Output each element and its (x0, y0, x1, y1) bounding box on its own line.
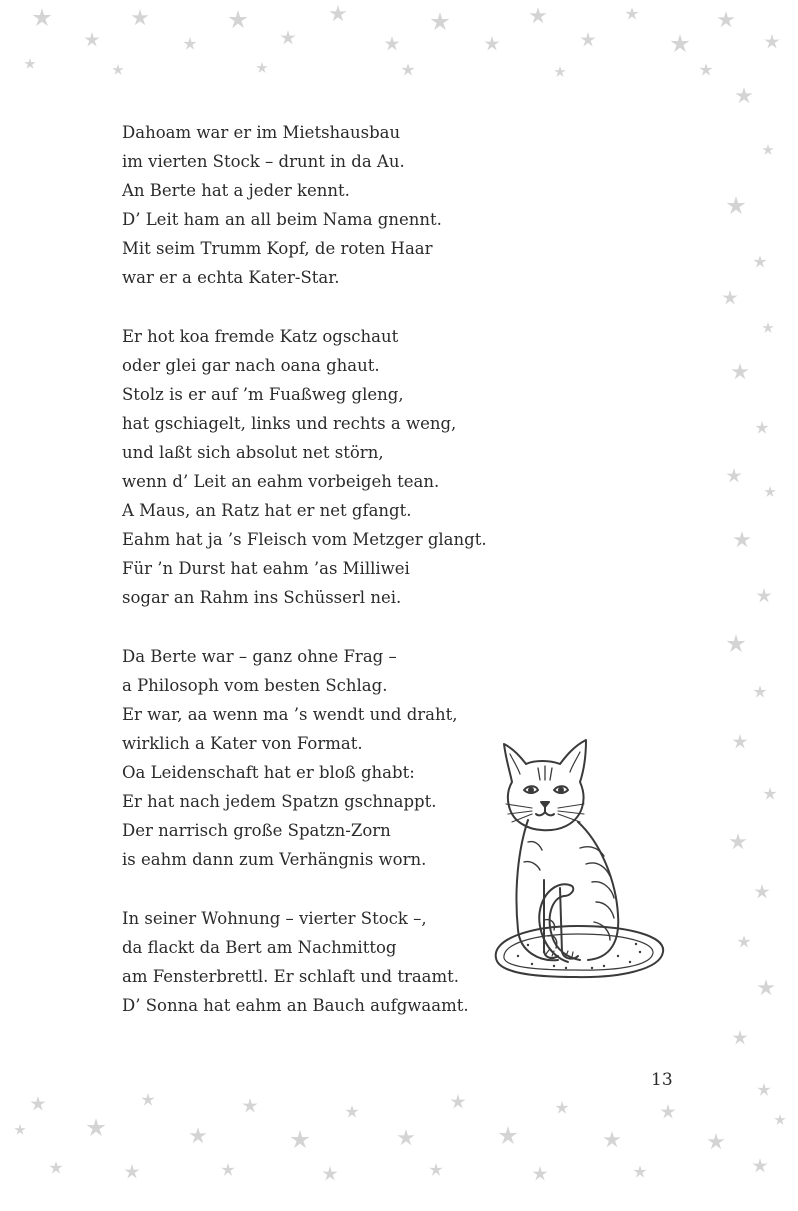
star-icon (291, 1130, 310, 1148)
poem-line: Stolz is er auf ’m Fuaßweg gleng, (122, 385, 404, 404)
star-icon (633, 1165, 646, 1178)
poem-line: Er hot koa fremde Katz ogschaut (122, 327, 399, 346)
poem-line: wirklich a Kater von Format. (122, 734, 363, 753)
star-icon (499, 1126, 518, 1144)
star-icon (49, 1161, 62, 1174)
star-icon (727, 196, 746, 214)
star-icon (603, 1131, 620, 1147)
poem-line: D’ Leit ham an all beim Nama gnennt. (122, 210, 442, 229)
star-icon (726, 468, 741, 483)
star-icon (397, 1129, 414, 1145)
star-icon (732, 734, 747, 749)
star-icon (757, 979, 774, 995)
poem-line: D’ Sonna hat eahm an Bauch aufgwaamt. (122, 996, 469, 1015)
poem-line: Er war, aa wenn ma ’s wendt und draht, (122, 705, 458, 724)
star-icon (14, 1124, 25, 1135)
star-icon (401, 63, 414, 76)
star-icon (733, 531, 750, 547)
star-icon (753, 255, 766, 268)
star-icon (554, 66, 565, 77)
star-icon (762, 144, 773, 155)
poem-line: war er a echta Kater-Star. (122, 268, 340, 287)
stanza (122, 322, 502, 612)
star-icon (707, 1133, 724, 1149)
star-icon (242, 1098, 257, 1113)
star-icon (30, 1096, 45, 1111)
star-icon (322, 1166, 337, 1181)
poem-line: Er hat nach jedem Spatzn gschnappt. (122, 792, 437, 811)
star-icon (717, 11, 734, 27)
star-icon (764, 486, 775, 497)
star-icon (112, 64, 123, 75)
poem-line: Für ’n Durst hat eahm ’as Milliwei (122, 559, 410, 578)
star-icon (722, 290, 737, 305)
page-number: 13 (651, 1070, 673, 1090)
poem-line: am Fensterbrettl. Er schlaft und traamt. (122, 967, 460, 986)
star-icon (729, 833, 746, 849)
poem (122, 118, 502, 1050)
star-icon (429, 1163, 442, 1176)
star-icon (189, 1127, 206, 1143)
star-icon (183, 37, 196, 50)
star-icon (384, 36, 399, 51)
star-icon (763, 787, 776, 800)
star-icon (131, 9, 148, 25)
star-icon (280, 30, 295, 45)
star-icon (671, 34, 690, 52)
star-icon (752, 1158, 767, 1173)
poem-line: A Maus, an Ratz hat er net gfangt. (122, 501, 412, 520)
poem-line: da flackt da Bert am Nachmittog (122, 938, 397, 957)
poem-line: wenn d’ Leit an eahm vorbeigeh tean. (122, 472, 440, 491)
star-icon (774, 1114, 785, 1125)
star-icon (256, 62, 267, 73)
star-icon (699, 63, 712, 76)
star-icon (484, 36, 499, 51)
poem-line: is eahm dann zum Verhängnis worn. (122, 850, 427, 869)
star-icon (33, 8, 52, 26)
star-icon (754, 884, 769, 899)
cat-illustration-icon (488, 730, 668, 992)
star-icon (345, 1105, 358, 1118)
stanza (122, 904, 502, 1020)
star-icon (229, 10, 248, 28)
star-icon (727, 634, 746, 652)
star-icon (660, 1104, 675, 1119)
star-icon (731, 363, 748, 379)
star-icon (755, 421, 768, 434)
star-icon (764, 34, 779, 49)
poem-line: An Berte hat a jeder kennt. (122, 181, 350, 200)
poem-line: Der narrisch große Spatzn-Zorn (122, 821, 391, 840)
star-icon (329, 5, 346, 21)
star-icon (141, 1093, 154, 1106)
star-icon (762, 322, 773, 333)
star-icon (625, 7, 638, 20)
star-icon (555, 1101, 568, 1114)
star-icon (87, 1118, 106, 1136)
star-icon (24, 58, 35, 69)
star-icon (753, 685, 766, 698)
poem-line: oder glei gar nach oana ghaut. (122, 356, 380, 375)
star-icon (757, 1083, 770, 1096)
stanza (122, 642, 502, 874)
star-icon (732, 1030, 747, 1045)
poem-line: a Philosoph vom besten Schlag. (122, 676, 388, 695)
poem-line: sogar an Rahm ins Schüsserl nei. (122, 588, 402, 607)
poem-line: Eahm hat ja ’s Fleisch vom Metzger glangt. (122, 530, 487, 549)
star-icon (580, 32, 595, 47)
poem-line: Mit seim Trumm Kopf, de roten Haar (122, 239, 433, 258)
star-icon (450, 1094, 465, 1109)
star-icon (221, 1163, 234, 1176)
poem-line: Dahoam war er im Mietshausbau (122, 123, 401, 142)
star-icon (737, 935, 750, 948)
star-icon (529, 7, 546, 23)
poem-line: im vierten Stock – drunt in da Au. (122, 152, 405, 171)
poem-line: und laßt sich absolut net störn, (122, 443, 384, 462)
poem-line: In seiner Wohnung – vierter Stock –, (122, 909, 427, 928)
poem-line: hat gschiagelt, links und rechts a weng, (122, 414, 457, 433)
stanza (122, 118, 502, 292)
star-icon (735, 87, 752, 103)
star-icon (124, 1164, 139, 1179)
poem-line: Da Berte war – ganz ohne Frag – (122, 647, 397, 666)
star-icon (431, 12, 450, 30)
star-icon (84, 32, 99, 47)
star-icon (756, 588, 771, 603)
star-icon (532, 1166, 547, 1181)
poem-line: Oa Leidenschaft hat er bloß ghabt: (122, 763, 415, 782)
